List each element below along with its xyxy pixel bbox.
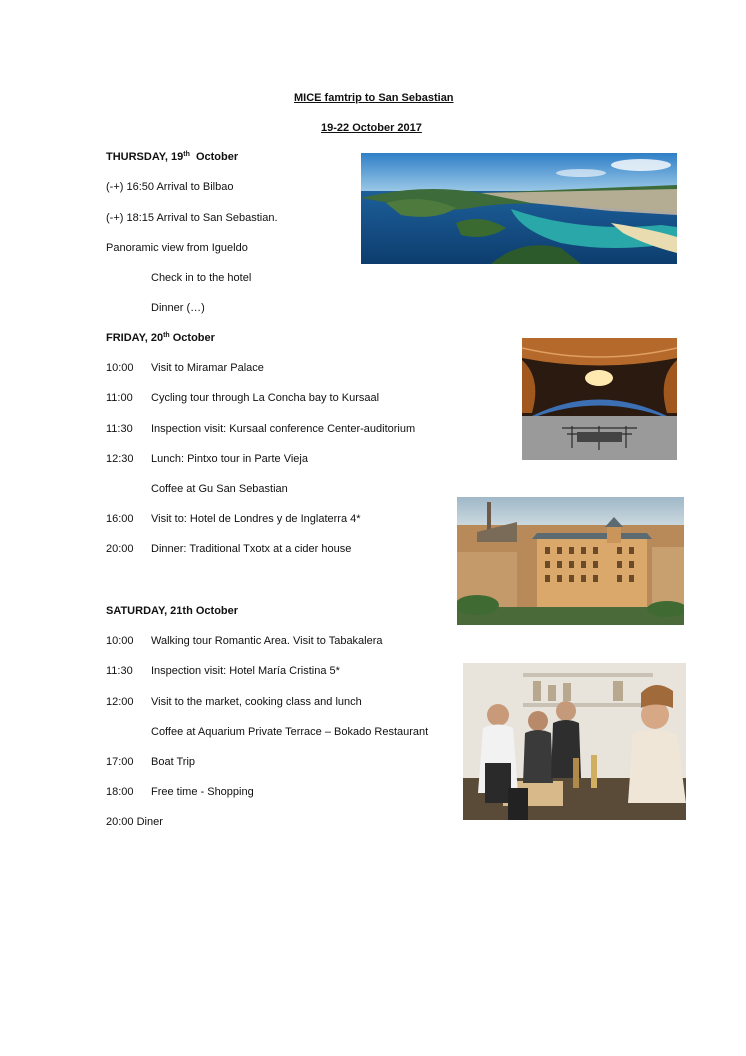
list-item: Dinner (…): [151, 302, 205, 314]
list-item: (-+) 18:15 Arrival to San Sebastian.: [106, 212, 278, 224]
list-item: Check in to the hotel: [151, 272, 252, 284]
cooking-class-photo: [463, 663, 686, 820]
thursday-heading: THURSDAY, 19th October: [106, 151, 239, 163]
document-title: MICE famtrip to San Sebastian: [294, 92, 454, 104]
san-sebastian-bay-photo: [361, 153, 677, 264]
hotel-de-londres-photo: [457, 497, 684, 625]
friday-heading: FRIDAY, 20th October: [106, 332, 215, 344]
list-item: Panoramic view from Igueldo: [106, 242, 248, 254]
list-item: (-+) 16:50 Arrival to Bilbao: [106, 181, 234, 193]
saturday-heading: SATURDAY, 21th October: [106, 605, 239, 617]
kursaal-auditorium-photo: [522, 338, 677, 460]
document-dates: 19-22 October 2017: [321, 122, 422, 134]
